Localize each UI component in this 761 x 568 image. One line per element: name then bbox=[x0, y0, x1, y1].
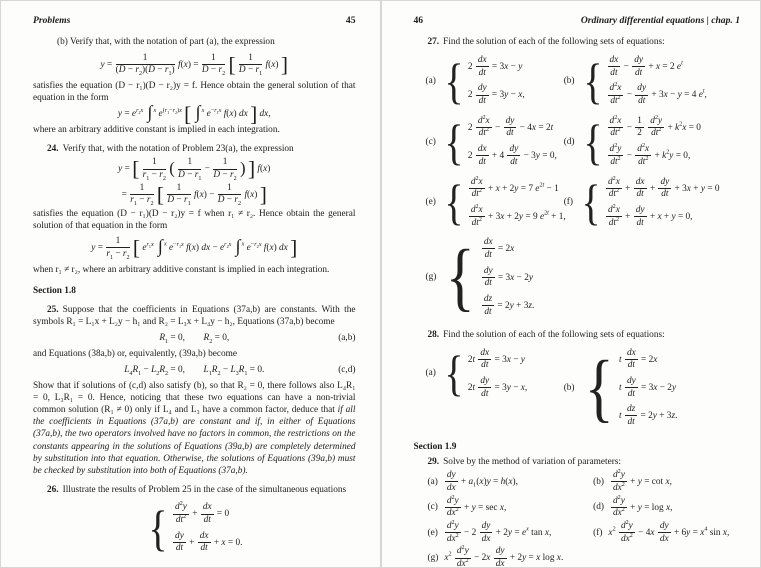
page-45 bbox=[1, 1, 381, 567]
problem-27-row-1 bbox=[414, 51, 741, 112]
item-label: (a) bbox=[427, 476, 438, 487]
section-heading-1-9: Section 1.9 bbox=[413, 442, 457, 453]
equation: $\frac{d^2y}{dt^2}$ − $\frac{d^2x}{dt^2}$ + $k^2y = 0$, bbox=[609, 143, 691, 167]
system-27f: (f) { $\frac{d^2x}{dt^2}$ + $\frac{dx}{dt}$ + $\frac{dy}{dt}$ + 3x + y = 0 $\frac{d^2x}{dt^2}$ + $\frac{dy}{dt}$ + x + y = 0, bbox=[563, 174, 720, 231]
page-46 bbox=[381, 1, 761, 567]
system-label: (b) bbox=[563, 382, 575, 393]
system-27e: (e) { $\frac{d^2x}{dt^2}$ + x + 2y = 7 $e^{2t} - 1$ $\frac{d^2x}{dt^2}$ + 3x + 2y = 9 $e^{2t} + 1$, bbox=[425, 174, 566, 231]
equation: $x^2$ $\frac{d^2y}{dx^2}$ − 4x $\frac{dy}{dx}$ + $6y = x^4$ sin x, bbox=[608, 519, 730, 544]
equation: 2 $\frac{dx}{dt}$ = 3x − y bbox=[467, 55, 523, 78]
item-29f bbox=[593, 521, 740, 544]
equation: $\frac{dz}{dt}$ = 2y + 3z. bbox=[483, 294, 535, 317]
equation-24-2: = $\frac{1}{r_1 - r_2}$ [ $\frac{1}{D - r_1}$ f(x) − $\frac{1}{D - r_2}$ f(x) ] bbox=[121, 182, 267, 208]
equation: t $\frac{dz}{dt}$ = 2y + 3z. bbox=[619, 404, 678, 427]
system-label: (a) bbox=[425, 368, 436, 379]
item-29c bbox=[428, 496, 594, 519]
system-27b: (b) { $\frac{dx}{dt}$ − $\frac{dy}{dt}$ + x = 2 $e^t$ $\frac{d^2x}{dt^2}$ − $\frac{dy}{dt}$ + 3x − y = 4 $e^t$, bbox=[563, 52, 707, 109]
equation-24-1: y = [ $\frac{1}{r_1 - r_2}$ ( $\frac{1}{D - r_1}$ − $\frac{1}{D - r_2}$ ) ] f(x) bbox=[118, 157, 271, 182]
equation: $\frac{d^2x}{dt^2}$ − $\frac{dy}{dt}$ + 3x − y = 4 $e^t$, bbox=[609, 82, 707, 107]
system-label: (g) bbox=[425, 272, 437, 283]
equation: $\frac{d^2y}{dx^2}$ − 2 $\frac{dy}{dx}$ + $2y = e^x$ tan x, bbox=[446, 519, 552, 544]
problem-28-intro: 28. Find the solution of each of the following sets of equations: bbox=[427, 329, 665, 340]
problem-26-intro: 26. Illustrate the results of Problem 25 in the case of the simultaneous equations bbox=[47, 484, 347, 495]
problem-27-row-2 bbox=[414, 111, 741, 172]
problem-number: 24. bbox=[47, 144, 59, 155]
system-label: (d) bbox=[563, 136, 575, 147]
problem-number: 28. bbox=[427, 329, 440, 340]
equation: $\frac{d^2x}{dt^2}$ + x + 2y = 7 $e^{2t} - 1$ bbox=[470, 175, 559, 200]
equation-label-cd: (c,d) bbox=[338, 365, 356, 376]
system-label: (b) bbox=[563, 75, 575, 86]
equation: $\frac{dx}{dt}$ = 2x bbox=[483, 237, 515, 260]
equation: $\frac{dy}{dt}$ = 3x − 2y bbox=[483, 265, 533, 289]
equation: $\frac{dy}{dt}$ + $\frac{dx}{dt}$ + x = 0. bbox=[175, 530, 243, 554]
item-29g bbox=[428, 546, 594, 567]
system-label: (a) bbox=[425, 75, 436, 86]
item-label: (g) bbox=[427, 553, 439, 564]
system-27g: (g) { $\frac{dx}{dt}$ = 2x $\frac{dy}{dt}$ = 3x − 2y $\frac{dz}{dt}$ = 2y + 3z. bbox=[425, 235, 535, 320]
problem-number: 27. bbox=[427, 37, 440, 48]
problem-25-body1: 25. Suppose that the coefficients in Equations (37a,b) are constants. With the symbols R₁ = L₁x + L₂y − h₁ and R₂ = L₃x + L₄y − h₂, Equations (37a,b) become bbox=[33, 304, 356, 327]
equation: $\frac{d^2x}{dt^2}$ + $\frac{dy}{dt}$ + x + y = 0, bbox=[607, 203, 693, 228]
problem-29-intro: 29. Solve by the method of variation of parameters: bbox=[427, 457, 622, 468]
system-27d: (d) { $\frac{d^2x}{dt^2}$ − $\frac{1}{2}$ $\frac{d^2y}{dt^2}$ + $k^2x = 0$ $\frac{d^2y}{dt^2}$ − $\frac{d^2x}{dt^2}$ + $k^2y = 0$, bbox=[563, 113, 701, 170]
equation: $\frac{dx}{dt}$ − $\frac{dy}{dt}$ + x = 2 $e^t$ bbox=[609, 55, 683, 78]
equation: 2 $\frac{d^2x}{dt^2}$ − $\frac{dy}{dt}$ − 4x = 2t bbox=[467, 114, 554, 139]
item-label: (c) bbox=[427, 502, 438, 513]
running-head-right bbox=[414, 15, 741, 27]
equation: $\frac{d^2x}{dt^2}$ − $\frac{1}{2}$ $\frac{d^2y}{dt^2}$ + $k^2x = 0$ bbox=[609, 114, 701, 139]
equation: $x^2$ $\frac{d^2y}{dx^2}$ − 2x $\frac{dy}{dx}$ + 2y = x log x. bbox=[444, 545, 564, 567]
item-label: (f) bbox=[593, 527, 603, 538]
equation: $\frac{d^2y}{dx^2}$ + y = log x, bbox=[612, 494, 673, 519]
equation-25-ab: $R_1 = 0$, $R_2 = 0$, (a,b) bbox=[159, 332, 356, 345]
problem-23b-intro: (b) Verify that, with the notation of part (a), the expression bbox=[57, 37, 275, 48]
problem-29-row-3 bbox=[414, 521, 741, 544]
running-head-left bbox=[33, 15, 356, 27]
equation: t $\frac{dx}{dt}$ = 2x bbox=[619, 347, 658, 371]
item-label: (d) bbox=[593, 502, 604, 513]
system-28a: (a) { 2t $\frac{dx}{dt}$ = 3x − y 2t $\frac{dy}{dt}$ = 3y − x, bbox=[425, 345, 528, 402]
equation-25-cd: $L_4R_1 - L_2R_2 = 0$, $L_1R_2 - L_3R_1 = 0$. (c,d) bbox=[124, 365, 356, 377]
item-label: (e) bbox=[427, 527, 438, 538]
problem-23b-mid: satisfies the equation (D − r₁)(D − r₂)y = f. Hence obtain the general solution of that equation in the form bbox=[33, 80, 356, 103]
problem-number: 25. bbox=[47, 304, 59, 315]
item-label: (b) bbox=[593, 476, 604, 487]
equation-24-3: y = $\frac{1}{r_1 - r_2}$ [ $e^{r_1x}$ ∫$^x$ $e^{-r_1x}$ f(x) dx − $e^{r_2x}$ ∫$^x$ $e^{-r_2x}$ f(x) dx ] bbox=[91, 235, 298, 261]
page-number: 46 bbox=[413, 15, 424, 26]
equation: $\frac{d^2y}{dt^2}$ + $\frac{dx}{dt}$ = 0 bbox=[175, 501, 230, 526]
equation: 2 $\frac{dy}{dt}$ = 3y − x, bbox=[467, 83, 525, 107]
problem-29-row-2 bbox=[414, 496, 741, 519]
item-29d bbox=[593, 496, 740, 519]
problem-26-system: { $\frac{d^2y}{dt^2}$ + $\frac{dx}{dt}$ = 0 $\frac{dy}{dt}$ + $\frac{dx}{dt}$ + x = 0. bbox=[148, 500, 243, 557]
equation-23b-2: $y = e^{r_2x}$ ∫$^x$ $e^{(r_1-r_2)x}$ [ ∫$^x$ $e^{-r_1x}$ f(x) dx ] dx, bbox=[117, 101, 271, 126]
item-29e bbox=[428, 521, 594, 544]
equation: t $\frac{dy}{dt}$ = 3x − 2y bbox=[619, 375, 677, 399]
problem-29-row-1 bbox=[414, 470, 741, 493]
system-28b: (b) { t $\frac{dx}{dt}$ = 2x t $\frac{dy}{dt}$ = 3x − 2y t $\frac{dz}{dt}$ = 2y + 3z. bbox=[563, 345, 678, 430]
item-29b bbox=[593, 470, 740, 493]
problem-25-body2: and Equations (38a,b) or, equivalently, (39a,b) become bbox=[33, 348, 238, 359]
problem-29-row-4 bbox=[414, 546, 741, 567]
problem-27-intro: 27. Find the solution of each of the following sets of equations: bbox=[427, 37, 665, 48]
section-heading-1-8: Section 1.8 bbox=[33, 285, 76, 296]
running-head-title: Ordinary differential equations | chap. 1 bbox=[580, 15, 740, 26]
equation: $\frac{dy}{dx}$ + $a_1(x)y = h(x)$, bbox=[446, 470, 518, 493]
equation-23b-1: y = $\frac{1}{(D - r_2)(D - r_1)}$ f(x) = $\frac{1}{D - r_2}$ [ $\frac{1}{D - r_1}$ f(x) ] bbox=[100, 52, 288, 78]
system-label: (e) bbox=[425, 197, 436, 208]
page-number: 45 bbox=[345, 15, 356, 26]
running-head-title: Problems bbox=[33, 15, 71, 26]
problem-24-mid: satisfies the equation (D − r₁)(D − r₂)y = f when r₁ ≠ r₂. Hence obtain the general solution of that equation in the form bbox=[33, 209, 356, 232]
system-27c: (c) { 2 $\frac{d^2x}{dt^2}$ − $\frac{dy}{dt}$ − 4x = 2t 2 $\frac{dx}{dt}$ + 4 $\frac{dy}{dt}$ − 3y = 0, bbox=[425, 113, 557, 170]
problem-number: 26. bbox=[47, 484, 59, 495]
equation: 2t $\frac{dy}{dt}$ = 3y − x, bbox=[467, 375, 528, 399]
equation: $\frac{d^2y}{dx^2}$ + y = cot x, bbox=[612, 469, 672, 493]
problem-28-row bbox=[414, 343, 741, 432]
equation: $\frac{d^2x}{dt^2}$ + 3x + 2y = 9 $e^{2t} + 1$, bbox=[470, 203, 566, 228]
problem-25-body3: Show that if solutions of (c,d) also satisfy (b), so that R₂ = 0, there follows also L₄R₁ = 0, L₃R₁ = 0. Hence, noticing that these two equations can have a non-trivial common solution (R₁ ≠ 0) only if L₄ and L₃ have a common factor, deduce that if all the coefficients in Equations (37a,b) are constant and if, in either of Equations (37a,b), the two operators involved have no factors in common, the restrictions on the constants appearing in the solutions of Equations (39a,b) are completely determined by substitution into that equation. Otherwise, the solutions of Equations (39a,b) must be checked by substitution into both of Equations (37a,b). bbox=[33, 381, 356, 476]
problem-27-row-4 bbox=[414, 233, 741, 322]
item-29a bbox=[428, 470, 594, 493]
equation: $\frac{d^2x}{dt^2}$ + $\frac{dx}{dt}$ + $\frac{dy}{dt}$ + 3x + y = 0 bbox=[607, 175, 720, 200]
problem-number: 29. bbox=[427, 457, 440, 468]
problem-27-row-3 bbox=[414, 172, 741, 233]
system-27a: (a) { 2 $\frac{dx}{dt}$ = 3x − y 2 $\frac{dy}{dt}$ = 3y − x, bbox=[425, 52, 525, 109]
problem-24-intro: 24. Verify that, with the notation of Problem 23(a), the expression bbox=[47, 144, 294, 155]
system-label: (f) bbox=[563, 197, 573, 208]
equation: 2t $\frac{dx}{dt}$ = 3x − y bbox=[467, 347, 525, 371]
equation: 2 $\frac{dx}{dt}$ + 4 $\frac{dy}{dt}$ − 3y = 0, bbox=[467, 144, 557, 167]
equation-label-ab: (a,b) bbox=[338, 332, 356, 343]
equation: $\frac{d^2y}{dx^2}$ + y = sec x, bbox=[446, 494, 507, 519]
problem-23b-end: where an arbitrary additive constant is implied in each integration. bbox=[33, 125, 280, 136]
system-label: (c) bbox=[425, 136, 436, 147]
problem-24-end: when r₁ ≠ r₂, where an arbitrary additive constant is implied in each integration. bbox=[33, 264, 330, 275]
problem-25-italic-clause: if all the coefficients in Equations (37a,b) are constant and if, in either of Equations (37a,b), the two operators involved have no factors in common, the restrictions on the constants appearing in the solutions of Equations (39a,b) are completely determined by substitution into that equation. Otherwise, the solutions of Equations (39a,b) must be checked by substitution into both of Equations (37a,b). bbox=[33, 405, 356, 476]
